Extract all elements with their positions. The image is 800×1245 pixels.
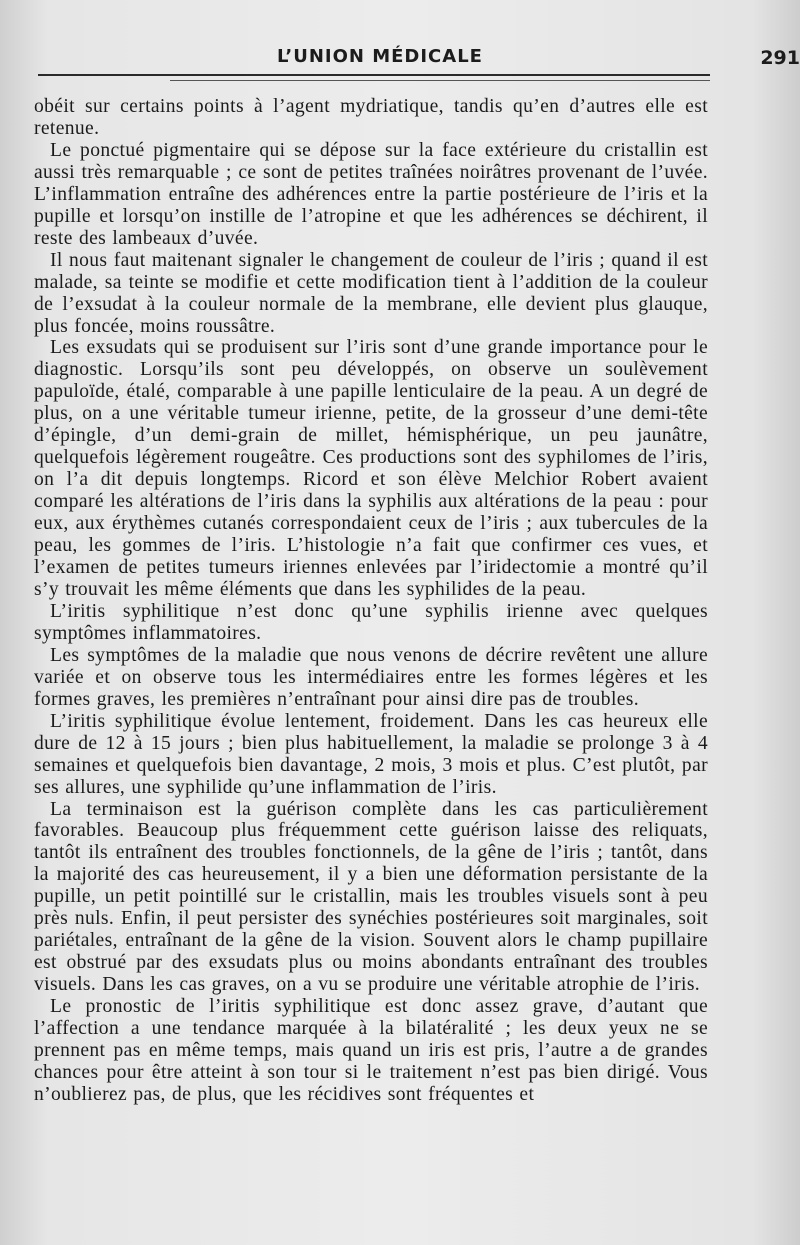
- paragraph: L’iritis syphilitique n’est donc qu’une syphilis irienne avec quelques symptômes inflammatoires.: [34, 600, 708, 644]
- paragraph: Les symptômes de la maladie que nous venons de décrire revêtent une allure variée et on observe tous les intermédiaires entre les formes légères et les formes graves, les premières n’entraînant pour ainsi dire pas de troubles.: [34, 644, 708, 710]
- header-rule-thin: [170, 80, 710, 81]
- paragraph: Le ponctué pigmentaire qui se dépose sur la face extérieure du cristallin est aussi très remarquable ; ce sont de petites traînées noirâtres provenant de l’uvée. L’inflammation entraîne des adhérences entre la partie postérieure de l’iris et la pupille et lorsqu’on instille de l’atropine et que les adhérences se déchirent, il reste des lambeaux d’uvée.: [34, 139, 708, 249]
- body-text: [34, 96, 708, 1106]
- paragraph: Le pronostic de l’iritis syphilitique est donc assez grave, d’autant que l’affection a une tendance marquée à la bilatéralité ; les deux yeux ne se prennent pas en même temps, mais quand un iris est pris, l’autre a de grandes chances pour être atteint à son tour si le traitement n’est pas bien dirigé. Vous n’oublierez pas, de plus, que les récidives sont fréquentes et: [34, 996, 708, 1105]
- paragraph: La terminaison est la guérison complète dans les cas particulièrement favorables. Beaucoup plus fréquemment cette guérison laisse des reliquats, tantôt ils entraînent des troubles fonctionnels, de la gêne de l’iris ; tantôt, dans la majorité des cas heureusement, il y a bien une déformation persistante de la pupille, un petit pointillé sur le cristallin, mais les troubles visuels sont à peu près nuls. Enfin, il peut persister des synéchies postérieures soit marginales, soit pariétales, entraînant de la gêne de la vision. Souvent alors le champ pupillaire est obstrué par des exsudats plus ou moins abondants entraînant des troubles visuels. Dans les cas graves, on a vu se produire une véritable atrophie de l’iris.: [34, 798, 708, 996]
- paragraph: Les exsudats qui se produisent sur l’iris sont d’une grande importance pour le diagnostic. Lorsqu’ils sont peu développés, on observe un soulèvement papuloïde, étalé, comparable à une papille lenticulaire de la peau. A un degré de plus, on a une véritable tumeur irienne, petite, de la grosseur d’une demi-tête d’épingle, d’un demi-grain de millet, hémisphérique, un peu jaunâtre, quelquefois légèrement rougeâtre. Ces productions sont des syphilomes de l’iris, on l’a dit depuis longtemps. Ricord et son élève Melchior Robert avaient comparé les altérations de l’iris dans la syphilis aux altérations de la peau : pour eux, aux érythèmes cutanés correspondaient ceux de l’iris ; aux tubercules de la peau, les gommes de l’iris. L’histologie n’a fait que confirmer ces vues, et l’examen de petites tumeurs iriennes enlevées par l’iridectomie a montré qu’il s’y trouvait les même éléments que dans les syphilides de la peau.: [34, 337, 708, 600]
- paragraph: Il nous faut maitenant signaler le changement de couleur de l’iris ; quand il est malade, sa teinte se modifie et cette modification tient à l’addition de la couleur de l’exsudat à la couleur normale de la membrane, elle devient plus glauque, plus foncée, moins roussâtre.: [34, 249, 708, 337]
- paragraph: obéit sur certains points à l’agent mydriatique, tandis qu’en d’autres elle est retenue.: [34, 96, 708, 139]
- page-header: [0, 42, 800, 76]
- paragraph: L’iritis syphilitique évolue lentement, froidement. Dans les cas heureux elle dure de 12 à 15 jours ; bien plus habituellement, la maladie se prolonge 3 à 4 semaines et quelquefois bien davantage, 2 mois, 3 mois et plus. C’est plutôt, par ses allures, une syphilide qu’une inflammation de l’iris.: [34, 710, 708, 798]
- running-title: L’UNION MÉDICALE: [277, 46, 483, 67]
- page-number: 291: [760, 47, 800, 69]
- header-rule: [38, 74, 710, 76]
